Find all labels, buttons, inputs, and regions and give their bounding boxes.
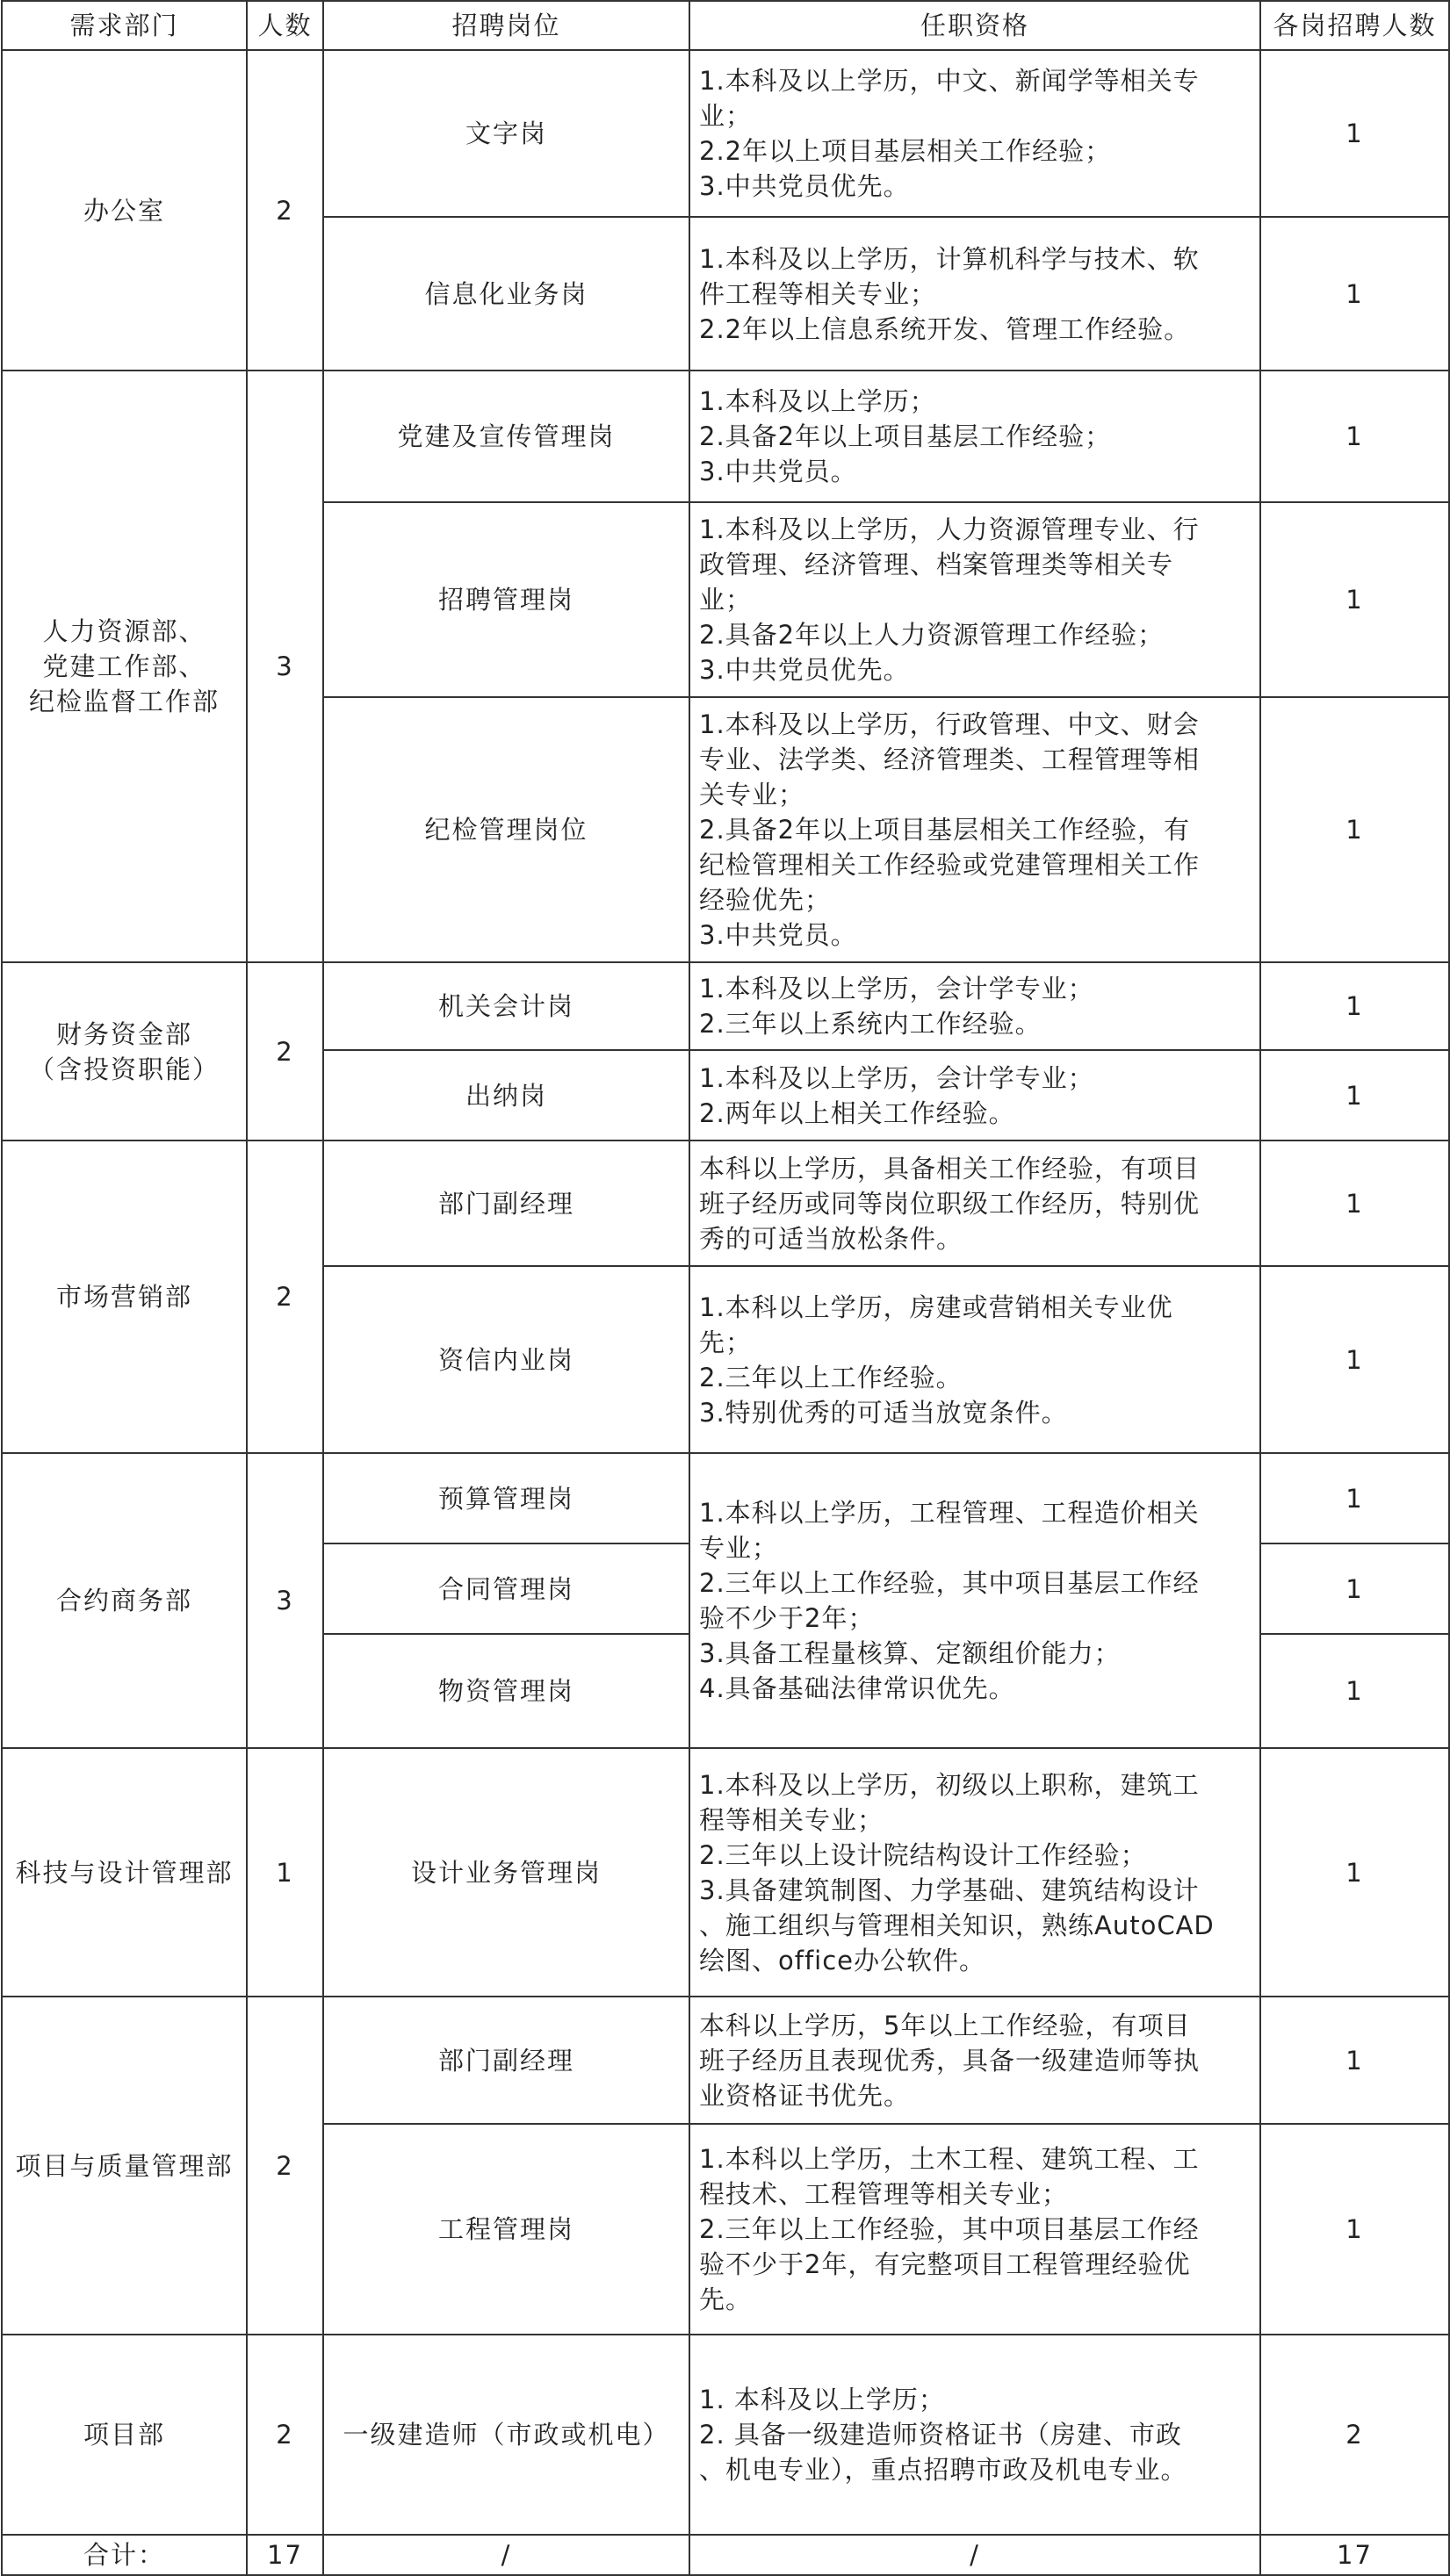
qualification-line: 业； <box>699 585 753 615</box>
position-title: 部门副经理 <box>323 1140 689 1266</box>
headcount-cell: 3 <box>247 371 323 962</box>
qualification-line: 班子经历且表现优秀，具备一级建造师等执 <box>699 2045 1201 2076</box>
qualification-line: 2.三年以上工作经验，其中项目基层工作经 <box>699 2214 1200 2244</box>
position-count: 2 <box>1260 2335 1449 2535</box>
table-row <box>2 2335 1449 2535</box>
position-count: 1 <box>1260 217 1449 371</box>
table-row <box>2 1748 1449 1997</box>
position-title: 预算管理岗 <box>323 1453 689 1543</box>
qualification-line: 专业； <box>699 1533 779 1563</box>
qualification-line: 、施工组织与管理相关知识，熟练AutoCAD <box>699 1910 1215 1940</box>
table-row <box>2 1997 1449 2124</box>
qualification-line: 1.本科及以上学历，会计学专业； <box>699 974 1094 1004</box>
qualification-cell <box>689 1748 1260 1997</box>
total-label: 合计： <box>2 2535 247 2575</box>
position-count: 1 <box>1260 1997 1449 2124</box>
qualification-cell <box>689 2124 1260 2335</box>
qualification-line: 本科以上学历，5年以上工作经验，有项目 <box>699 2010 1191 2040</box>
qualification-line: 验不少于2年，有完整项目工程管理经验优 <box>699 2249 1191 2279</box>
dept-cell <box>2 2335 247 2535</box>
position-count: 1 <box>1260 1140 1449 1266</box>
qualification-line: 1.本科以上学历，房建或营销相关专业优 <box>699 1292 1173 1322</box>
qualification-line: 先； <box>699 1327 753 1357</box>
position-title: 文字岗 <box>323 50 689 217</box>
position-title: 一级建造师（市政或机电） <box>323 2335 689 2535</box>
qualification-line: 3.特别优秀的可适当放宽条件。 <box>699 1397 1068 1428</box>
qualification-line: 业资格证书优先。 <box>699 2080 911 2111</box>
dept-name: 合约商务部 <box>55 1586 192 1615</box>
table-body <box>2 50 1449 2535</box>
qualification-cell <box>689 217 1260 371</box>
recruitment-table <box>1 0 1450 2576</box>
position-title: 资信内业岗 <box>323 1266 689 1453</box>
qualification-line: 业； <box>699 101 753 131</box>
qualification-line: 秀的可适当放松条件。 <box>699 1223 963 1254</box>
position-title: 设计业务管理岗 <box>323 1748 689 1997</box>
qualification-line: 经验优先； <box>699 885 832 915</box>
position-count: 1 <box>1260 1050 1449 1140</box>
position-title: 部门副经理 <box>323 1997 689 2124</box>
headcount-cell: 2 <box>247 962 323 1140</box>
qualification-line: 纪检管理相关工作经验或党建管理相关工作 <box>699 850 1201 880</box>
dept-cell <box>2 371 247 962</box>
qualification-line: 1. 本科及以上学历； <box>699 2385 945 2414</box>
total-row <box>2 2535 1449 2575</box>
qualification-line: 3.中共党员。 <box>699 920 857 950</box>
qualification-line: 1.本科及以上学历，中文、新闻学等相关专 <box>699 66 1200 96</box>
position-count: 1 <box>1260 1634 1449 1748</box>
qualification-line: 绘图、office办公软件。 <box>699 1945 986 1975</box>
qualification-cell <box>689 1140 1260 1266</box>
header-count: 人数 <box>247 1 323 50</box>
position-count: 1 <box>1260 1453 1449 1543</box>
position-count: 1 <box>1260 371 1449 502</box>
qualification-line: 3.中共党员。 <box>699 457 857 486</box>
qualification-line: 1.本科以上学历，工程管理、工程造价相关 <box>699 1498 1200 1528</box>
position-title: 招聘管理岗 <box>323 502 689 697</box>
dept-name: 办公室 <box>83 195 165 226</box>
position-count: 1 <box>1260 1748 1449 1997</box>
table-row <box>2 962 1449 1050</box>
qualification-line: 2.具备2年以上项目基层相关工作经验，有 <box>699 815 1191 845</box>
qualification-line: 2.三年以上设计院结构设计工作经验； <box>699 1839 1147 1870</box>
dept-name: 人力资源部、 <box>42 616 206 646</box>
qualification-line: 2.三年以上工作经验。 <box>699 1362 963 1392</box>
table-row <box>2 50 1449 217</box>
qualification-cell <box>689 50 1260 217</box>
qualification-line: 1.本科及以上学历，行政管理、中文、财会 <box>699 709 1200 739</box>
header-position: 招聘岗位 <box>323 1 689 50</box>
dept-name: （含投资职能） <box>28 1054 220 1084</box>
qualification-line: 程等相关专业； <box>699 1804 884 1835</box>
qualification-cell <box>689 1453 1260 1748</box>
qualification-line: 1.本科及以上学历，人力资源管理专业、行 <box>699 514 1200 544</box>
qualification-line: 3.中共党员优先。 <box>699 171 910 201</box>
total-num: 17 <box>1260 2535 1449 2575</box>
position-title: 工程管理岗 <box>323 2124 689 2335</box>
table-row <box>2 1453 1449 1543</box>
qualification-cell <box>689 1997 1260 2124</box>
position-count: 1 <box>1260 1543 1449 1634</box>
qualification-line: 本科以上学历，具备相关工作经验，有项目 <box>699 1153 1201 1184</box>
dept-cell <box>2 1453 247 1748</box>
qualification-line: 件工程等相关专业； <box>699 278 937 309</box>
qualification-cell <box>689 962 1260 1050</box>
qualification-line: 、机电专业），重点招聘市政及机电专业。 <box>699 2455 1187 2485</box>
table-row <box>2 1140 1449 1266</box>
position-count: 1 <box>1260 1266 1449 1453</box>
qualification-line: 2.2年以上信息系统开发、管理工作经验。 <box>699 313 1191 344</box>
dept-name: 项目与质量管理部 <box>15 2150 234 2181</box>
qualification-line: 专业、法学类、经济管理类、工程管理等相 <box>699 745 1201 774</box>
qualification-line: 3.具备工程量核算、定额组价能力； <box>699 1638 1121 1668</box>
qualification-line: 政管理、经济管理、档案管理类等相关专 <box>699 550 1174 579</box>
qualification-cell <box>689 502 1260 697</box>
headcount-cell: 2 <box>247 50 323 371</box>
headcount-cell: 3 <box>247 1453 323 1748</box>
position-count: 1 <box>1260 697 1449 962</box>
qualification-line: 验不少于2年； <box>699 1603 875 1633</box>
headcount-cell: 2 <box>247 1997 323 2335</box>
position-title: 机关会计岗 <box>323 962 689 1050</box>
headcount-cell: 2 <box>247 2335 323 2535</box>
position-title: 合同管理岗 <box>323 1543 689 1634</box>
qualification-line: 1.本科及以上学历，初级以上职称，建筑工 <box>699 1769 1200 1800</box>
qualification-line: 2.2年以上项目基层相关工作经验； <box>699 136 1112 166</box>
dept-cell <box>2 962 247 1140</box>
header-position-count: 各岗招聘人数 <box>1260 1 1449 50</box>
position-count: 1 <box>1260 962 1449 1050</box>
qualification-line: 先。 <box>699 2285 753 2314</box>
total-qualification: / <box>689 2535 1260 2575</box>
dept-name: 财务资金部 <box>55 1018 192 1049</box>
qualification-line: 关专业； <box>699 780 805 809</box>
position-count: 1 <box>1260 502 1449 697</box>
qualification-line: 2.具备2年以上人力资源管理工作经验； <box>699 620 1165 650</box>
position-title: 物资管理岗 <box>323 1634 689 1748</box>
headcount-cell: 2 <box>247 1140 323 1453</box>
position-title: 纪检管理岗位 <box>323 697 689 962</box>
position-count: 1 <box>1260 50 1449 217</box>
qualification-line: 2.三年以上工作经验，其中项目基层工作经 <box>699 1568 1200 1598</box>
qualification-line: 3.具备建筑制图、力学基础、建筑结构设计 <box>699 1874 1200 1905</box>
total-count: 17 <box>247 2535 323 2575</box>
dept-name: 党建工作部、 <box>42 651 206 681</box>
qualification-line: 1.本科及以上学历，计算机科学与技术、软 <box>699 243 1200 274</box>
qualification-line: 2.三年以上系统内工作经验。 <box>699 1009 1042 1039</box>
qualification-line: 3.中共党员优先。 <box>699 655 910 685</box>
dept-name: 项目部 <box>83 2420 165 2450</box>
qualification-line: 2.具备2年以上项目基层工作经验； <box>699 421 1112 451</box>
position-title: 信息化业务岗 <box>323 217 689 371</box>
qualification-cell <box>689 2335 1260 2535</box>
dept-cell <box>2 1140 247 1453</box>
qualification-line: 2.两年以上相关工作经验。 <box>699 1097 1015 1128</box>
qualification-line: 1.本科及以上学历； <box>699 386 936 416</box>
headcount-cell: 1 <box>247 1748 323 1997</box>
dept-cell <box>2 1748 247 1997</box>
position-title: 党建及宣传管理岗 <box>323 371 689 502</box>
qualification-line: 2. 具备一级建造师资格证书（房建、市政 <box>699 2420 1182 2450</box>
header-qualification: 任职资格 <box>689 1 1260 50</box>
qualification-line: 程技术、工程管理等相关专业； <box>699 2179 1069 2209</box>
qualification-cell <box>689 697 1260 962</box>
qualification-line: 班子经历或同等岗位职级工作经历，特别优 <box>699 1188 1201 1219</box>
position-title: 出纳岗 <box>323 1050 689 1140</box>
header-dept: 需求部门 <box>2 1 247 50</box>
dept-cell <box>2 1997 247 2335</box>
qualification-cell <box>689 1050 1260 1140</box>
dept-name: 纪检监督工作部 <box>28 687 220 716</box>
qualification-cell <box>689 371 1260 502</box>
total-position: / <box>323 2535 689 2575</box>
qualification-line: 1.本科及以上学历，会计学专业； <box>699 1062 1094 1093</box>
dept-cell <box>2 50 247 371</box>
qualification-line: 1.本科以上学历，土木工程、建筑工程、工 <box>699 2144 1200 2174</box>
table-row <box>2 371 1449 502</box>
qualification-cell <box>689 1266 1260 1453</box>
dept-name: 科技与设计管理部 <box>15 1857 234 1888</box>
header-row <box>2 1 1449 50</box>
position-count: 1 <box>1260 2124 1449 2335</box>
dept-name: 市场营销部 <box>55 1282 192 1312</box>
qualification-line: 4.具备基础法律常识优先。 <box>699 1673 1015 1703</box>
